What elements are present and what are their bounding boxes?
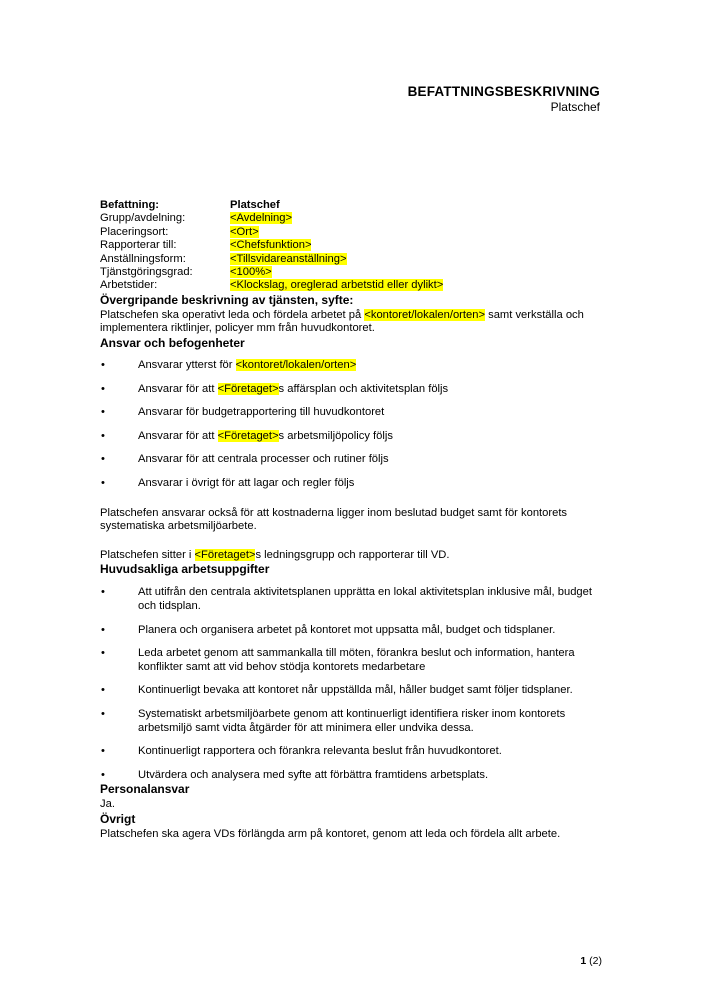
position-info-label: Rapporterar till:: [100, 239, 177, 252]
ansvar-paragraph-2: [100, 549, 602, 563]
huvudsakliga-bullet-item: [100, 769, 602, 783]
section-heading-huvudsakliga: Huvudsakliga arbetsuppgifter: [100, 562, 270, 577]
section-heading-ansvar: Ansvar och befogenheter: [100, 336, 245, 351]
section-heading-personalansvar: Personalansvar: [100, 782, 190, 797]
ovrigt-text: Platschefen ska agera VDs förlängda arm på kontoret, genom att leda och fördela allt arbete.: [100, 827, 561, 840]
page-footer: [100, 955, 602, 968]
bullet-point-icon: •: [101, 406, 105, 419]
ansvar-bullet-placeholder-highlight: <Företaget>: [217, 382, 279, 395]
position-info-row: [100, 253, 443, 266]
ansvar-bullet-text-before: Ansvarar för budgetrapportering till huvudkontoret: [138, 406, 385, 419]
position-info-label: Placeringsort:: [100, 225, 169, 238]
ansvar-paragraph-1: Platschefen ansvarar också för att kostnaderna ligger inom beslutad budget samt för kontorets systematiska arbetsmiljöarbete.: [100, 506, 568, 533]
position-info-row: [100, 226, 443, 239]
position-info-label: Grupp/avdelning:: [100, 212, 186, 225]
bullet-point-icon: •: [101, 453, 105, 466]
huvudsakliga-bullet-item: [100, 647, 602, 674]
position-info-label: Tjänstgöringsgrad:: [100, 266, 193, 279]
ansvar-bullet-text-before: Ansvarar för att: [138, 429, 218, 442]
bullet-point-icon: •: [101, 745, 105, 758]
huvudsakliga-bullet-text: Kontinuerligt rapportera och förankra relevanta beslut från huvudkontoret.: [138, 745, 502, 758]
ansvar-bullet-text-before: Ansvarar för att: [138, 382, 218, 395]
personalansvar-text: Ja.: [100, 798, 115, 811]
position-info-value: [230, 212, 443, 225]
position-info-table: [100, 199, 443, 293]
section-heading-overview: Övergripande beskrivning av tjänsten, syfte:: [100, 292, 354, 307]
bullet-point-icon: •: [101, 429, 105, 442]
bullet-point-icon: •: [101, 768, 105, 781]
ansvar-bullet-text: [138, 453, 389, 465]
position-info-value-highlight: <Klockslag, oreglerad arbetstid eller dylikt>: [230, 279, 444, 292]
ansvar-bullet-text: [138, 406, 384, 418]
bullet-point-icon: •: [101, 382, 105, 395]
overview-text-after: samt verkställa och implementera riktlinjer, policyer mm från huvudkontoret.: [100, 308, 584, 335]
huvudsakliga-bullet-text: Planera och organisera arbetet på kontoret mot uppsatta mål, budget och tidsplaner.: [138, 623, 556, 636]
position-info-value-text: Platschef: [230, 199, 280, 211]
ansvar-bullet-text: [138, 430, 393, 442]
ansvar-bullet-item: [100, 406, 602, 420]
footer-page-total: (2): [589, 955, 602, 967]
ansvar-bullet-text-before: Ansvarar ytterst för: [138, 359, 236, 372]
ansvar-bullet-text-before: Ansvarar för att centrala processer och rutiner följs: [138, 453, 389, 466]
position-info-row: [100, 279, 443, 292]
ansvar-bullet-text: [138, 359, 356, 371]
position-info-label: Arbetstider:: [100, 279, 158, 292]
ansvar-paragraph-2-before: Platschefen sitter i: [100, 548, 195, 561]
huvudsakliga-bullet-item: [100, 745, 602, 759]
ansvar-bullet-text-before: Ansvarar i övrigt för att lagar och regler följs: [138, 477, 355, 489]
position-info-row: [100, 266, 443, 279]
huvudsakliga-bullet-text: Kontinuerligt bevaka att kontoret når uppställda mål, håller budget samt följer tidsplaner.: [138, 684, 573, 697]
bullet-point-icon: •: [101, 359, 105, 372]
position-info-row: [100, 239, 443, 252]
ansvar-bullet-item: [100, 383, 602, 397]
ansvar-bullet-item: [100, 477, 602, 491]
ansvar-paragraph-2-highlight: <Företaget>: [194, 548, 256, 561]
position-info-value-highlight: <Ort>: [230, 225, 259, 238]
ansvar-bullet-text: [138, 477, 354, 489]
position-info-label: Anställningsform:: [100, 252, 186, 265]
ansvar-paragraphs: [100, 507, 602, 563]
ansvar-bullet-item: [100, 453, 602, 467]
position-info-value-highlight: <Avdelning>: [230, 212, 293, 225]
ansvar-bullet-text: [138, 383, 448, 395]
position-info-value-highlight: <Chefsfunktion>: [230, 239, 312, 252]
ansvar-bullet-placeholder-highlight: <Företaget>: [217, 429, 279, 442]
bullet-point-icon: •: [101, 647, 105, 660]
document-title: BEFATTNINGSBESKRIVNING: [407, 84, 600, 99]
huvudsakliga-bullet-list: [100, 586, 602, 782]
bullet-point-icon: •: [101, 477, 105, 489]
position-info-row: [100, 212, 443, 225]
ansvar-bullet-text-after: s arbetsmiljöpolicy följs: [278, 429, 393, 442]
bullet-point-icon: •: [101, 684, 105, 697]
huvudsakliga-bullet-item: [100, 586, 602, 613]
position-info-value: [230, 226, 443, 239]
position-info-value: [230, 279, 443, 292]
huvudsakliga-bullet-text: Att utifrån den centrala aktivitetsplanen upprätta en lokal aktivitetsplan inklusive mål, budget och tidsplan.: [138, 586, 592, 612]
overview-text-before: Platschefen ska operativt leda och fördela arbetet på: [100, 308, 365, 321]
huvudsakliga-bullet-item: [100, 708, 602, 735]
ansvar-bullet-item: [100, 359, 602, 373]
position-info-value: [230, 253, 443, 266]
position-info-value: [230, 239, 443, 252]
huvudsakliga-bullet-text: Systematiskt arbetsmiljöarbete genom att kontinuerligt identifiera risker inom kontorets arbetsmiljö samt vidta åtgärder för att minimera eller undvika dessa.: [138, 707, 566, 734]
huvudsakliga-bullet-item: [100, 624, 602, 638]
bullet-point-icon: •: [101, 623, 105, 636]
overview-paragraph: [100, 309, 602, 336]
position-info-label: Befattning:: [100, 199, 160, 211]
ansvar-bullet-list: [100, 359, 602, 491]
document-subtitle: Platschef: [550, 100, 600, 114]
ansvar-bullet-item: [100, 430, 602, 444]
huvudsakliga-bullet-text: Utvärdera och analysera med syfte att förbättra framtidens arbetsplats.: [138, 768, 489, 781]
section-heading-ovrigt: Övrigt: [100, 811, 136, 826]
bullet-point-icon: •: [101, 707, 105, 720]
ansvar-bullet-text-after: s affärsplan och aktivitetsplan följs: [278, 382, 449, 395]
huvudsakliga-bullet-item: [100, 684, 602, 698]
position-info-rows: [100, 199, 443, 293]
position-info-value-highlight: <100%>: [230, 266, 272, 279]
ansvar-bullet-placeholder-highlight: <kontoret/lokalen/orten>: [235, 359, 357, 372]
overview-placeholder-highlight: <kontoret/lokalen/orten>: [364, 308, 485, 321]
footer-page-current: 1: [580, 955, 587, 967]
document-header: [100, 84, 600, 115]
position-info-value: [230, 199, 443, 212]
document-body: [100, 199, 602, 842]
position-info-row: [100, 199, 443, 212]
position-info-value-highlight: <Tillsvidareanställning>: [230, 252, 347, 265]
ansvar-paragraph-2-after: s ledningsgrupp och rapporterar till VD.: [255, 548, 450, 561]
bullet-point-icon: •: [101, 586, 105, 599]
huvudsakliga-bullet-text: Leda arbetet genom att sammankalla till möten, förankra beslut och information, hantera konflikter samt att vid behov stödja kontorets medarbetare: [138, 647, 575, 673]
position-info-value: [230, 266, 443, 279]
